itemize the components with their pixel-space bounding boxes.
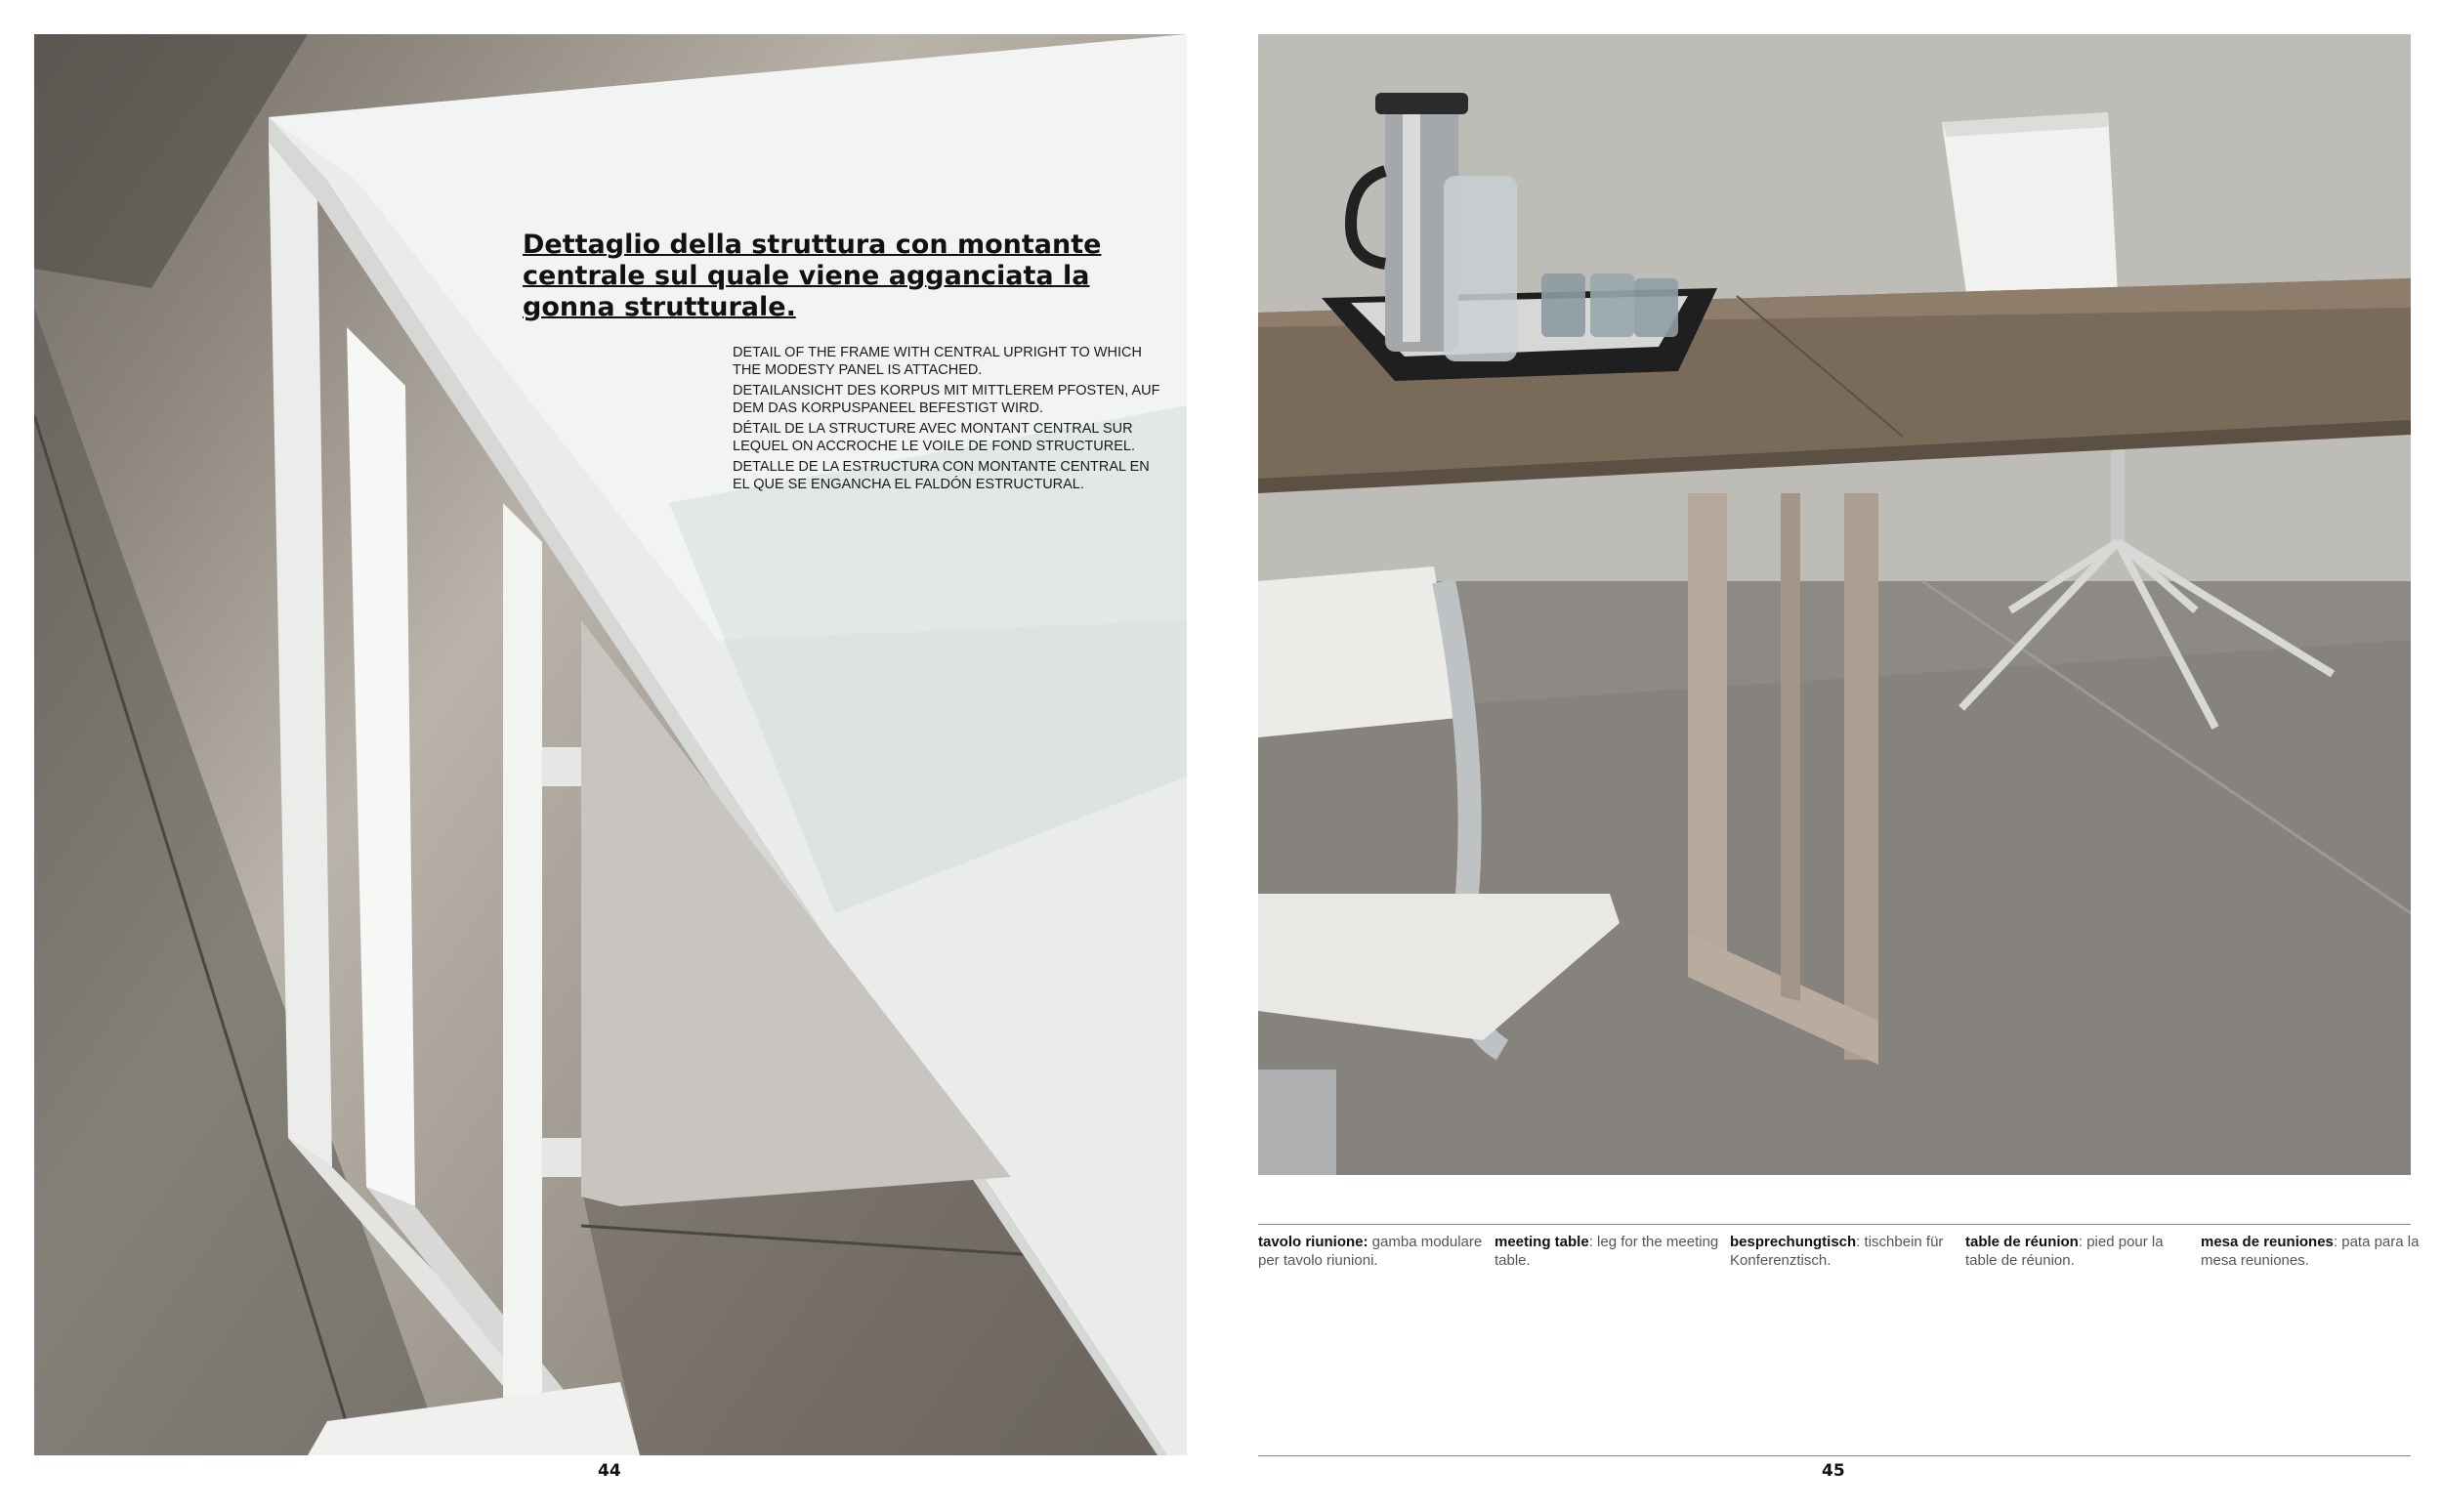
caption-block bbox=[733, 345, 1162, 497]
description-english bbox=[1495, 1233, 1719, 1270]
description-text: gamba modulare per tavolo riunioni. bbox=[1258, 1234, 1483, 1269]
caption-french: DÉTAIL DE LA STRUCTURE AVEC MONTANT CENTRAL SUR LEQUEL ON ACCROCHE LE VOILE DE FOND STRUCTUREL. bbox=[733, 421, 1135, 454]
description-text: : pata para la mesa reuniones. bbox=[2201, 1234, 2420, 1269]
description-term: mesa de reuniones bbox=[2201, 1234, 2334, 1250]
meeting-table-illustration bbox=[1258, 34, 2411, 1175]
description-italian bbox=[1258, 1233, 1483, 1270]
meeting-table-photo bbox=[1258, 34, 2411, 1175]
page-number-right: 45 bbox=[1822, 1461, 1845, 1481]
description-german bbox=[1730, 1233, 1955, 1270]
description-text: : pied pour la table de réunion. bbox=[1965, 1234, 2164, 1269]
page-number-left: 44 bbox=[598, 1461, 621, 1481]
caption-german: DETAILANSICHT DES KORPUS MIT MITTLEREM PFOSTEN, AUF DEM DAS KORPUSPANEEL BEFESTIGT WIRD. bbox=[733, 383, 1160, 416]
description-term: tavolo riunione: bbox=[1258, 1234, 1368, 1250]
headline: Dettaglio della struttura con montante centrale sul quale viene agganciata la gonna strutturale. bbox=[523, 230, 1102, 322]
footer-rule bbox=[1258, 1455, 2411, 1456]
description-term: besprechungtisch bbox=[1730, 1234, 1857, 1250]
table-detail-photo bbox=[34, 34, 1187, 1455]
description-text: : leg for the meeting table. bbox=[1495, 1234, 1719, 1269]
description-spanish bbox=[2201, 1233, 2425, 1270]
description-term: meeting table bbox=[1495, 1234, 1589, 1250]
caption-spanish: DETALLE DE LA ESTRUCTURA CON MONTANTE CENTRAL EN EL QUE SE ENGANCHA EL FALDÓN ESTRUCTURAL. bbox=[733, 459, 1150, 492]
description-top-rule bbox=[1258, 1224, 2411, 1225]
description-french bbox=[1965, 1233, 2190, 1270]
description-text: : tischbein für Konferenztisch. bbox=[1730, 1234, 1944, 1269]
description-term: table de réunion bbox=[1965, 1234, 2079, 1250]
caption-english: DETAIL OF THE FRAME WITH CENTRAL UPRIGHT TO WHICH THE MODESTY PANEL IS ATTACHED. bbox=[733, 345, 1142, 378]
